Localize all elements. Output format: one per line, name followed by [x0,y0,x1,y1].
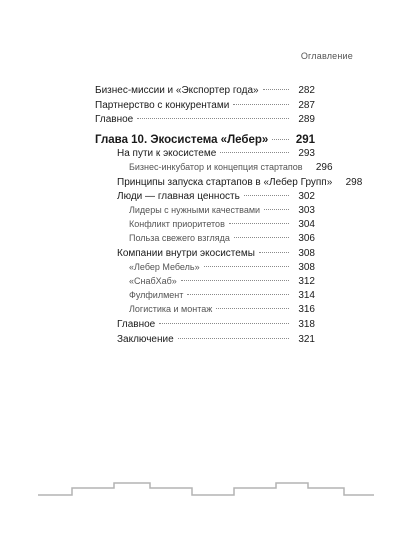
toc-entry-title: Люди — главная ценность [117,191,240,202]
toc-entry-page: 302 [298,191,315,202]
toc-entry-page: 306 [298,233,315,244]
toc-entry-page: 321 [298,334,315,345]
toc-entry-title: «СнабХаб» [129,276,177,286]
toc-entry-title: Заключение [117,334,174,345]
dot-leader [178,328,289,339]
toc-entry-title: На пути к экосистеме [117,148,217,159]
dot-leader [263,79,289,90]
toc-entry-page: 291 [295,133,315,146]
dot-leader [233,94,289,105]
toc-entry-title: Бизнес-миссии и «Экспортер года» [95,85,259,96]
dot-leader [272,127,289,140]
toc-subentry [129,160,333,173]
footer-stepped-line [38,482,374,504]
toc-entry-page: 287 [298,100,315,111]
toc-entry-page: 298 [345,177,363,188]
dot-leader [244,185,289,196]
running-head: Оглавление [300,51,353,61]
dot-leader [264,200,289,210]
dot-leader [220,142,289,153]
dot-leader [204,257,289,267]
dot-leader [216,299,289,309]
toc-entry-title: Конфликт приоритетов [129,219,225,229]
toc-entry-page: 318 [298,319,315,330]
dot-leader [137,108,289,119]
toc-entry-title: Главное [117,319,156,330]
toc-entry-page: 308 [298,262,315,273]
toc-entry [95,111,315,125]
dot-leader [181,271,289,281]
toc-entry-title: Бизнес-инкубатор и концепция стартапов [129,162,303,172]
dot-leader [259,242,289,253]
toc-entry-title: Компании внутри экосистемы [117,248,255,259]
dot-leader [234,228,289,238]
dot-leader [187,285,289,295]
toc-entry [117,331,315,345]
dot-leader [229,214,289,224]
toc-entry-title: «Лебер Мебель» [129,262,200,272]
toc-entry-page: 303 [298,205,315,216]
toc-entry-page: 289 [298,114,315,125]
toc-entry-page: 312 [298,276,315,287]
toc-entry-title: Главное [95,114,134,125]
toc-entry-title: Глава 10. Экосистема «Лебер» [95,133,269,146]
toc-entry-title: Польза свежего взгляда [129,233,230,243]
toc-entry-title: Принципы запуска стартапов в «Лебер Групп» [117,177,333,188]
toc-entry-page: 296 [315,162,333,173]
toc-entry-title: Фулфилмент [129,290,184,300]
toc-entry-page: 308 [298,248,315,259]
toc-entry-page: 316 [298,304,315,315]
dot-leader [159,313,289,324]
toc-entry-title: Логистика и монтаж [129,304,213,314]
toc-entry-title: Лидеры с нужными качествами [129,205,261,215]
toc-entry-page: 282 [298,85,315,96]
toc-entry [117,145,315,159]
toc-entry-page: 293 [298,148,315,159]
toc-entry-title: Партнерство с конкурентами [95,100,230,111]
toc-entry-page: 314 [298,290,315,301]
toc-entry-page: 304 [298,219,315,230]
